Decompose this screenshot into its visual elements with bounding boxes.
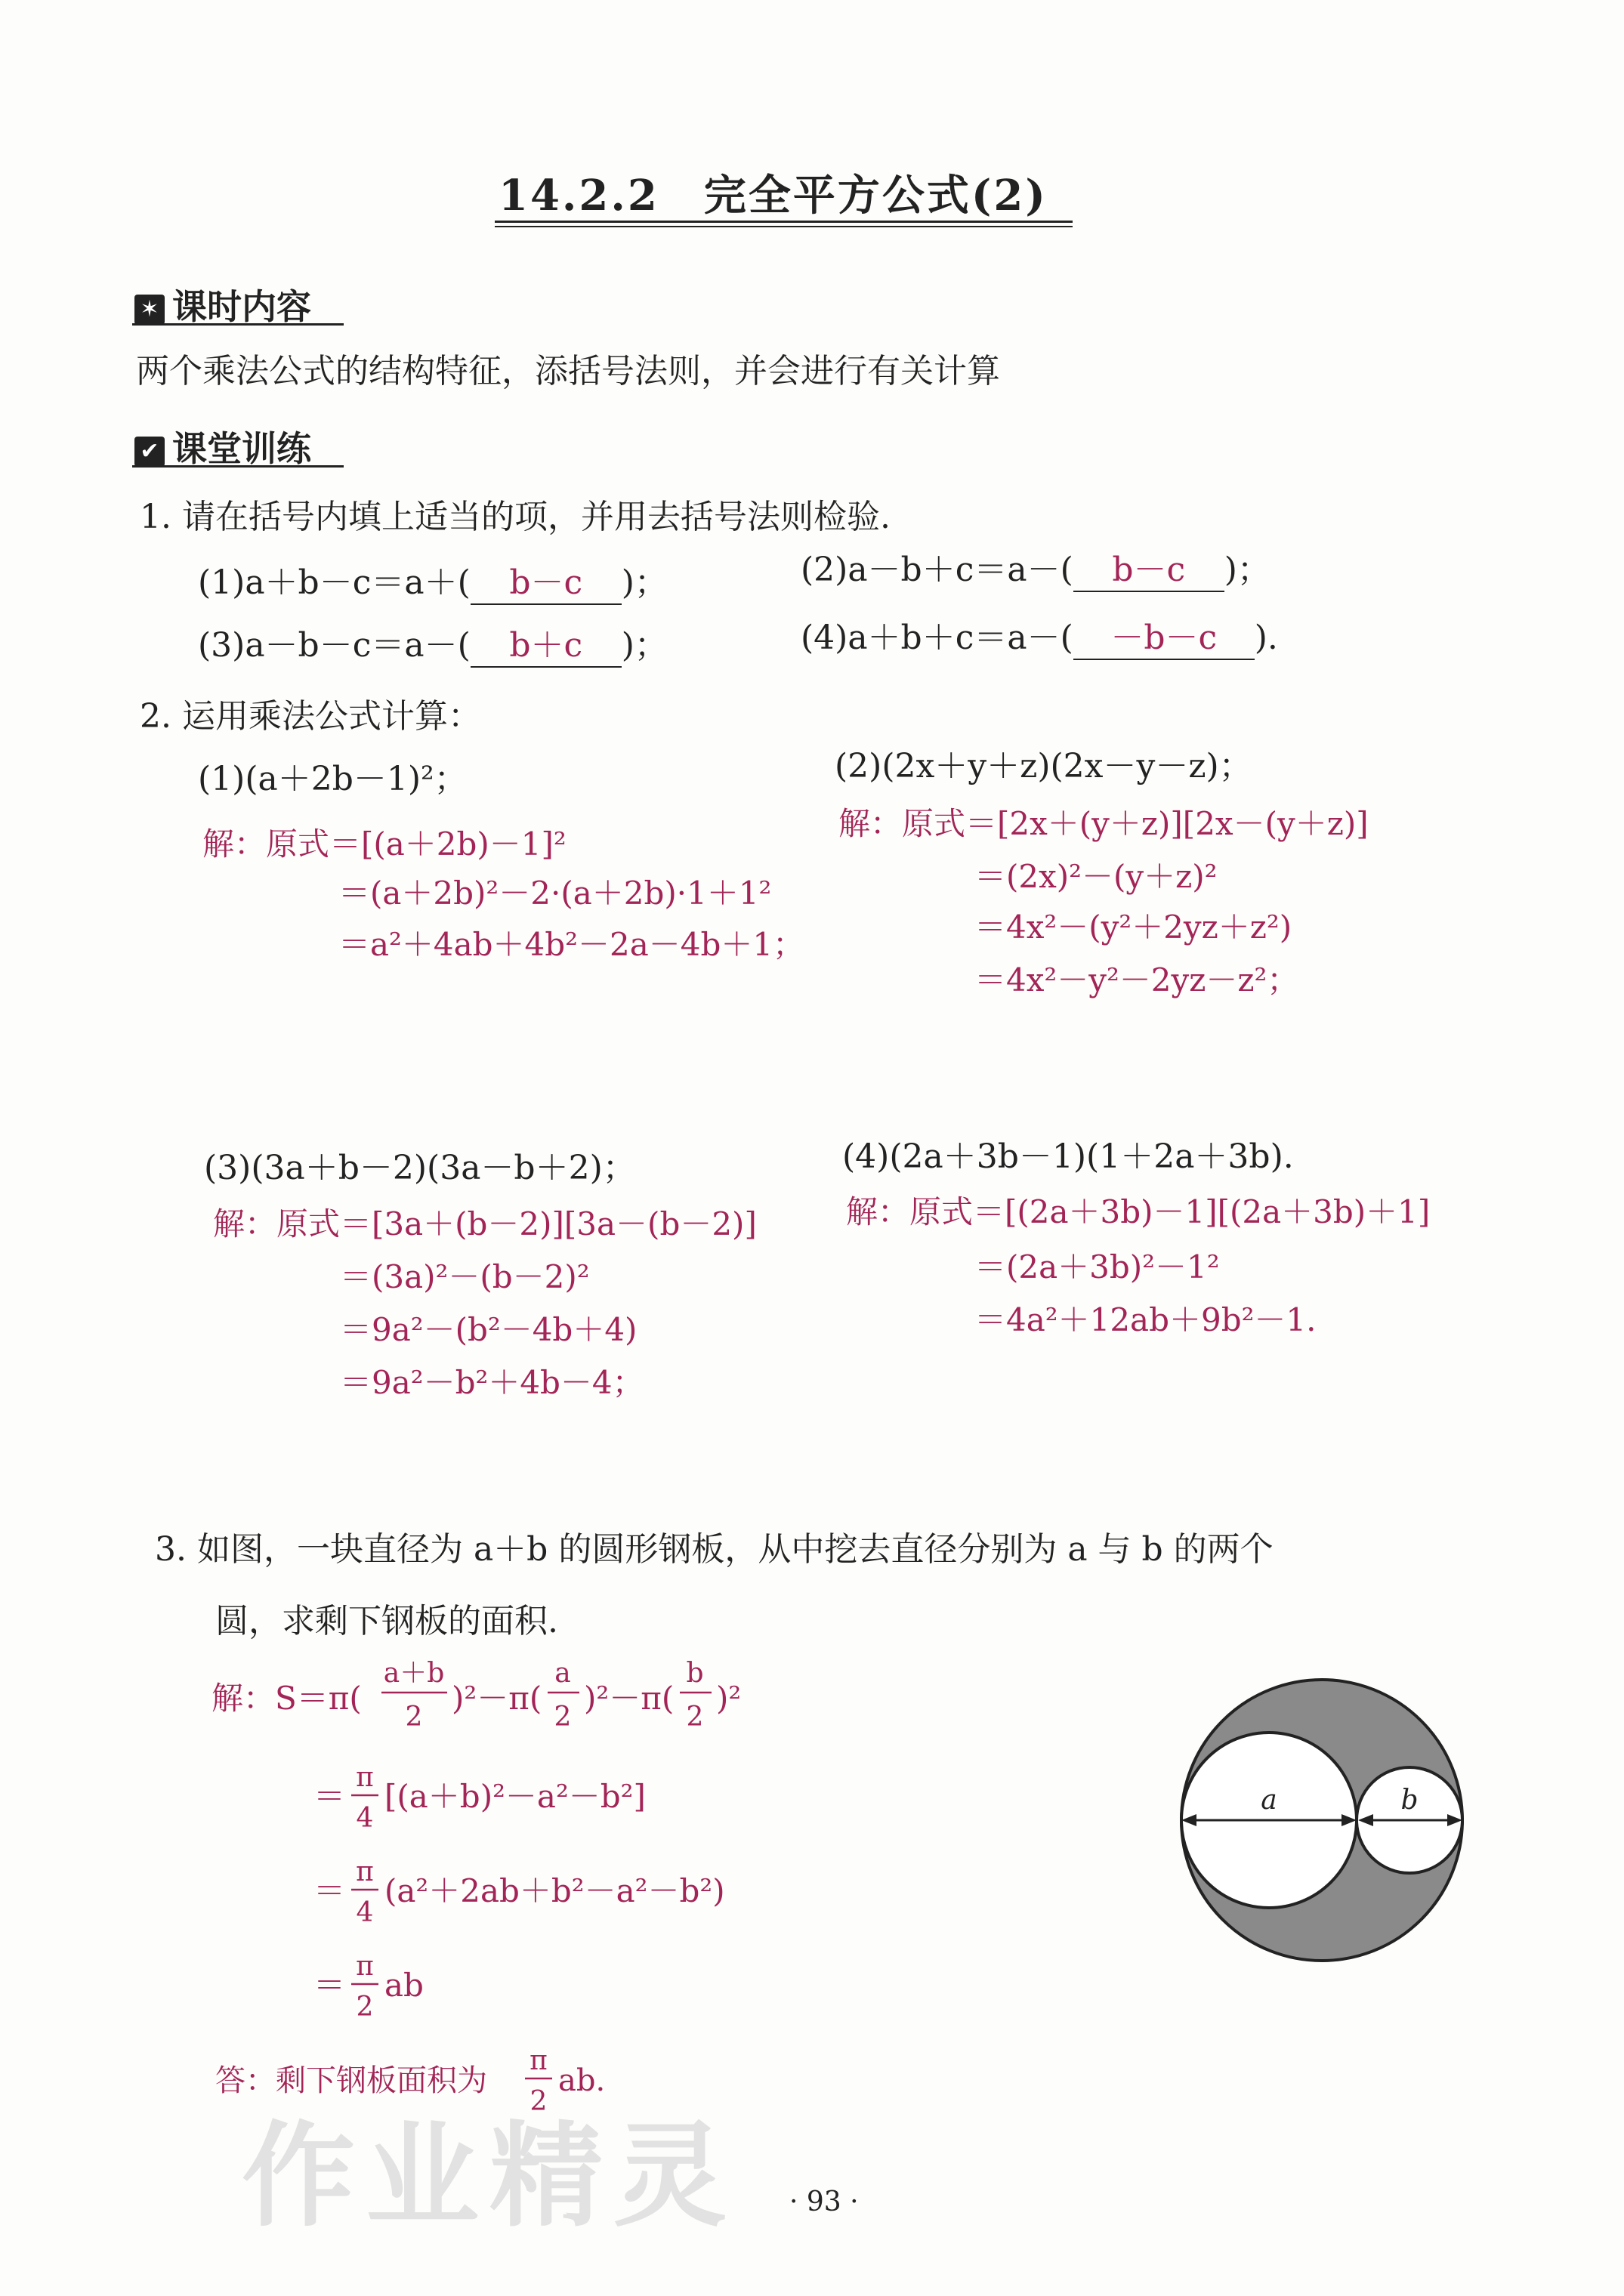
q1-stem: 1. 请在括号内填上适当的项，并用去括号法则检验. xyxy=(140,498,891,536)
q3-frac-c-den: 2 xyxy=(686,1702,704,1733)
q2-stem: 2. 运用乘法公式计算： xyxy=(140,697,481,736)
q3-s4-den: 2 xyxy=(356,1992,374,2023)
q2-part2-label: (2)(2x＋y＋z)(2x－y－z)； xyxy=(835,747,1252,785)
q3-answer-prefix: 答：剩下钢板面积为 xyxy=(215,2063,487,2098)
q3-s2-rest: [(a＋b)²－a²－b²] xyxy=(384,1778,646,1815)
q2-part3-step3: ＝9a²－(b²－4b＋4) xyxy=(340,1311,638,1348)
q3-s1-mid1: )²－π( xyxy=(452,1680,542,1717)
q1-item-2: (2)a－b＋c＝a－( b－c )； xyxy=(801,542,1270,592)
q3-s4-eq: ＝ xyxy=(313,1967,346,2004)
check-icon: ✔ xyxy=(134,437,165,467)
q3-frac-c-num: b xyxy=(686,1658,704,1689)
section-heading-practice xyxy=(134,421,311,471)
q2-part1-step1: 解：原式＝[(a＋2b)－1]² xyxy=(202,826,567,863)
section1-underline xyxy=(132,323,344,326)
circle-figure xyxy=(1171,1669,1473,1971)
q3-s2-den: 4 xyxy=(356,1803,374,1834)
q3-stem-line1: 3. 如图，一块直径为 a＋b 的圆形钢板，从中挖去直径分别为 a 与 b 的两个 xyxy=(155,1530,1274,1569)
page-title: 14.2.2 完全平方公式(2) xyxy=(499,171,1048,221)
page-number: · 93 · xyxy=(789,2186,859,2217)
q2-part3-step1: 解：原式＝[3a＋(b－2)][3a－(b－2)] xyxy=(213,1205,757,1242)
lightbulb-icon: ✶ xyxy=(134,295,165,325)
section2-underline xyxy=(132,465,344,468)
title-rule-lower xyxy=(495,226,1073,227)
q3-s3-den: 4 xyxy=(356,1897,374,1928)
section1-heading-text: 课时内容 xyxy=(172,286,311,327)
section-heading-lesson-content xyxy=(134,279,311,329)
q2-part1-step3: ＝a²＋4ab＋4b²－2a－4b＋1； xyxy=(338,926,805,963)
q2-part2-step1: 解：原式＝[2x＋(y＋z)][2x－(y＋z)] xyxy=(838,805,1369,842)
q2-part1-step2: ＝(a＋2b)²－2·(a＋2b)·1＋1² xyxy=(338,875,772,912)
q3-s2-num: π xyxy=(356,1762,374,1793)
q2-part2-step3: ＝4x²－(y²＋2yz＋z²) xyxy=(974,909,1292,946)
q1-item-4: (4)a＋b＋c＝a－( －b－c ). xyxy=(801,610,1278,660)
q2-part3-label: (3)(3a＋b－2)(3a－b＋2)； xyxy=(204,1149,636,1187)
q3-s3-eq: ＝ xyxy=(313,1872,346,1909)
q2-part4-step2: ＝(2a＋3b)²－1² xyxy=(974,1248,1220,1285)
q2-part2-step2: ＝(2x)²－(y＋z)² xyxy=(974,858,1218,895)
q3-answer-rest: ab. xyxy=(558,2063,606,2098)
q3-frac-a-num: a＋b xyxy=(383,1658,445,1689)
watermark: 作业精灵 xyxy=(242,2111,738,2242)
q3-frac-b-num: a xyxy=(554,1658,571,1689)
label-b: b xyxy=(1400,1785,1419,1816)
q2-part4-step1: 解：原式＝[(2a＋3b)－1][(2a＋3b)＋1] xyxy=(846,1193,1431,1230)
q3-s3-num: π xyxy=(356,1856,374,1887)
q3-answer-den: 2 xyxy=(529,2086,548,2117)
q3-s4-num: π xyxy=(356,1951,374,1982)
q3-s2-eq: ＝ xyxy=(313,1778,346,1815)
q1-item-1: (1)a＋b－c＝a＋( b－c )； xyxy=(198,555,668,605)
q3-solution-step1 xyxy=(211,1650,786,1748)
q2-part3-step2: ＝(3a)²－(b－2)² xyxy=(340,1258,590,1295)
q3-solution-step3 xyxy=(313,1850,782,1933)
q2-part2-step4: ＝4x²－y²－2yz－z²； xyxy=(974,961,1299,998)
q3-stem-line2: 圆，求剩下钢板的面积. xyxy=(215,1602,558,1640)
q2-part4-step3: ＝4a²＋12ab＋9b²－1. xyxy=(974,1301,1317,1338)
title-rule xyxy=(495,221,1073,223)
q3-solution-step2 xyxy=(313,1756,736,1839)
q1-answer-3: b＋c xyxy=(471,618,622,668)
q1-answer-1: b－c xyxy=(471,555,622,605)
q3-solution-step4 xyxy=(313,1945,510,2028)
q3-frac-a-den: 2 xyxy=(405,1702,423,1733)
q3-s1-end: )² xyxy=(716,1680,742,1717)
lesson-content-text: 两个乘法公式的结构特征，添括号法则，并会进行有关计算 xyxy=(136,352,1000,390)
q2-part3-step4: ＝9a²－b²＋4b－4； xyxy=(340,1364,644,1401)
q1-answer-4: －b－c xyxy=(1073,610,1255,660)
q3-s4-rest: ab xyxy=(384,1967,424,2004)
q3-answer-num: π xyxy=(529,2045,548,2076)
q2-part1-label: (1)(a＋2b－1)²； xyxy=(198,760,468,798)
q3-s1-start: 解：S＝π( xyxy=(211,1680,362,1717)
q1-item-3: (3)a－b－c＝a－( b＋c )； xyxy=(198,618,668,668)
q2-part4-label: (4)(2a＋3b－1)(1＋2a＋3b). xyxy=(842,1137,1294,1176)
q3-s1-mid2: )²－π( xyxy=(584,1680,675,1717)
q3-frac-b-den: 2 xyxy=(554,1702,572,1733)
q3-s3-rest: (a²＋2ab＋b²－a²－b²) xyxy=(384,1872,725,1909)
section2-heading-text: 课堂训练 xyxy=(172,428,311,469)
q1-answer-2: b－c xyxy=(1073,542,1224,592)
label-a: a xyxy=(1261,1785,1277,1816)
